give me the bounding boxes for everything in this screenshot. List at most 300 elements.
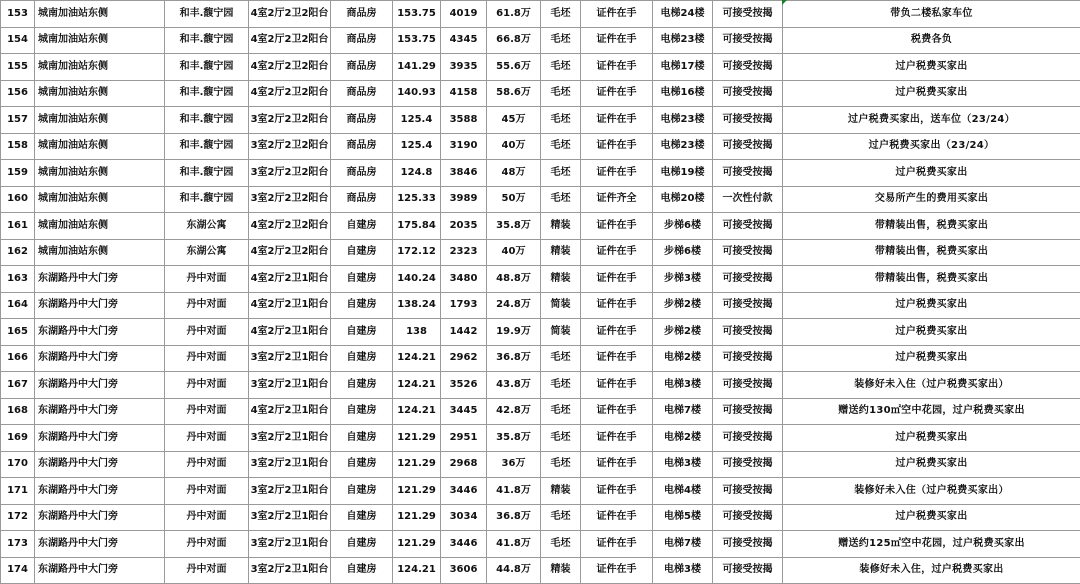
- certificate-cell[interactable]: 证件在手: [581, 1, 653, 28]
- table-row: [1, 186, 1080, 213]
- size-cell[interactable]: 124.21: [393, 372, 441, 399]
- property-type-cell[interactable]: 商品房: [331, 27, 393, 54]
- note-cell[interactable]: 交易所产生的费用买家出: [783, 186, 1080, 213]
- layout-cell[interactable]: 3室2厅2卫1阳台: [249, 504, 331, 531]
- layout-cell[interactable]: 3室2厅2卫1阳台: [249, 478, 331, 505]
- payment-cell[interactable]: 可接受按揭: [713, 345, 783, 372]
- certificate-cell[interactable]: 证件在手: [581, 478, 653, 505]
- floor-cell[interactable]: 电梯4楼: [653, 478, 713, 505]
- note-cell[interactable]: 税费各负: [783, 27, 1080, 54]
- payment-cell[interactable]: 可接受按揭: [713, 107, 783, 134]
- property-type-cell[interactable]: 商品房: [331, 160, 393, 187]
- total-price-cell[interactable]: 40万: [487, 133, 541, 160]
- complex-cell[interactable]: 和丰.馥宁园: [165, 160, 249, 187]
- payment-cell[interactable]: 可接受按揭: [713, 213, 783, 240]
- area-cell[interactable]: 城南加油站东侧: [35, 107, 165, 134]
- total-price-cell[interactable]: 35.8万: [487, 425, 541, 452]
- decoration-cell[interactable]: 毛坯: [541, 186, 581, 213]
- floor-cell[interactable]: 步梯6楼: [653, 213, 713, 240]
- floor-cell[interactable]: 电梯3楼: [653, 372, 713, 399]
- area-cell[interactable]: 城南加油站东侧: [35, 213, 165, 240]
- size-cell[interactable]: 124.21: [393, 345, 441, 372]
- layout-cell[interactable]: 4室2厅2卫2阳台: [249, 27, 331, 54]
- decoration-cell[interactable]: 毛坯: [541, 107, 581, 134]
- decoration-cell[interactable]: 毛坯: [541, 1, 581, 28]
- layout-cell[interactable]: 3室2厅2卫2阳台: [249, 133, 331, 160]
- size-cell[interactable]: 141.29: [393, 54, 441, 81]
- table-row: [1, 478, 1080, 505]
- layout-cell[interactable]: 4室2厅2卫2阳台: [249, 54, 331, 81]
- table-row: [1, 107, 1080, 134]
- certificate-cell[interactable]: 证件在手: [581, 425, 653, 452]
- area-cell[interactable]: 城南加油站东侧: [35, 160, 165, 187]
- decoration-cell[interactable]: 毛坯: [541, 27, 581, 54]
- size-cell[interactable]: 121.29: [393, 451, 441, 478]
- decoration-cell[interactable]: 简装: [541, 319, 581, 346]
- size-cell[interactable]: 175.84: [393, 213, 441, 240]
- certificate-cell[interactable]: 证件在手: [581, 213, 653, 240]
- table-row: [1, 319, 1080, 346]
- size-cell[interactable]: 153.75: [393, 27, 441, 54]
- property-type-cell[interactable]: 自建房: [331, 451, 393, 478]
- layout-cell[interactable]: 3室2厅2卫1阳台: [249, 372, 331, 399]
- note-cell[interactable]: 过户税费买家出（23/24）: [783, 133, 1080, 160]
- total-price-cell[interactable]: 48万: [487, 160, 541, 187]
- table-row: [1, 239, 1080, 266]
- row-number-cell[interactable]: 157: [1, 107, 35, 134]
- decoration-cell[interactable]: 毛坯: [541, 372, 581, 399]
- property-type-cell[interactable]: 自建房: [331, 372, 393, 399]
- decoration-cell[interactable]: 精装: [541, 557, 581, 584]
- note-cell[interactable]: 带精装出售，税费买家出: [783, 239, 1080, 266]
- decoration-cell[interactable]: 精装: [541, 478, 581, 505]
- complex-cell[interactable]: 丹中对面: [165, 372, 249, 399]
- certificate-cell[interactable]: 证件在手: [581, 266, 653, 293]
- row-number-cell[interactable]: 163: [1, 266, 35, 293]
- unit-price-cell[interactable]: 4345: [441, 27, 487, 54]
- payment-cell[interactable]: 可接受按揭: [713, 133, 783, 160]
- certificate-cell[interactable]: 证件在手: [581, 239, 653, 266]
- size-cell[interactable]: 121.29: [393, 531, 441, 558]
- area-cell[interactable]: 东湖路丹中大门旁: [35, 372, 165, 399]
- complex-cell[interactable]: 和丰.馥宁园: [165, 54, 249, 81]
- row-number-cell[interactable]: 161: [1, 213, 35, 240]
- certificate-cell[interactable]: 证件在手: [581, 107, 653, 134]
- row-number-cell[interactable]: 172: [1, 504, 35, 531]
- note-cell[interactable]: 过户税费买家出: [783, 80, 1080, 107]
- row-number-cell[interactable]: 162: [1, 239, 35, 266]
- certificate-cell[interactable]: 证件在手: [581, 80, 653, 107]
- area-cell[interactable]: 东湖路丹中大门旁: [35, 451, 165, 478]
- layout-cell[interactable]: 4室2厅2卫1阳台: [249, 292, 331, 319]
- layout-cell[interactable]: 3室2厅2卫2阳台: [249, 186, 331, 213]
- complex-cell[interactable]: 丹中对面: [165, 292, 249, 319]
- table-row: [1, 451, 1080, 478]
- total-price-cell[interactable]: 35.8万: [487, 213, 541, 240]
- unit-price-cell[interactable]: 4158: [441, 80, 487, 107]
- floor-cell[interactable]: 电梯17楼: [653, 54, 713, 81]
- total-price-cell[interactable]: 58.6万: [487, 80, 541, 107]
- certificate-cell[interactable]: 证件在手: [581, 345, 653, 372]
- property-type-cell[interactable]: 商品房: [331, 186, 393, 213]
- size-cell[interactable]: 153.75: [393, 1, 441, 28]
- payment-cell[interactable]: 可接受按揭: [713, 425, 783, 452]
- property-type-cell[interactable]: 自建房: [331, 239, 393, 266]
- certificate-cell[interactable]: 证件在手: [581, 160, 653, 187]
- row-number-cell[interactable]: 174: [1, 557, 35, 584]
- layout-cell[interactable]: 3室2厅2卫1阳台: [249, 531, 331, 558]
- layout-cell[interactable]: 4室2厅2卫1阳台: [249, 398, 331, 425]
- complex-cell[interactable]: 丹中对面: [165, 557, 249, 584]
- area-cell[interactable]: 东湖路丹中大门旁: [35, 345, 165, 372]
- unit-price-cell[interactable]: 3190: [441, 133, 487, 160]
- area-cell[interactable]: 东湖路丹中大门旁: [35, 425, 165, 452]
- complex-cell[interactable]: 和丰.馥宁园: [165, 133, 249, 160]
- decoration-cell[interactable]: 毛坯: [541, 425, 581, 452]
- unit-price-cell[interactable]: 3446: [441, 531, 487, 558]
- layout-cell[interactable]: 4室2厅2卫1阳台: [249, 266, 331, 293]
- payment-cell[interactable]: 可接受按揭: [713, 557, 783, 584]
- row-number-cell[interactable]: 170: [1, 451, 35, 478]
- total-price-cell[interactable]: 55.6万: [487, 54, 541, 81]
- payment-cell[interactable]: 可接受按揭: [713, 504, 783, 531]
- decoration-cell[interactable]: 精装: [541, 213, 581, 240]
- payment-cell[interactable]: 可接受按揭: [713, 80, 783, 107]
- row-number-cell[interactable]: 156: [1, 80, 35, 107]
- area-cell[interactable]: 东湖路丹中大门旁: [35, 557, 165, 584]
- note-cell[interactable]: 过户税费买家出: [783, 345, 1080, 372]
- floor-cell[interactable]: 电梯7楼: [653, 398, 713, 425]
- size-cell[interactable]: 124.21: [393, 557, 441, 584]
- unit-price-cell[interactable]: 3480: [441, 266, 487, 293]
- decoration-cell[interactable]: 毛坯: [541, 451, 581, 478]
- table-row: [1, 133, 1080, 160]
- property-type-cell[interactable]: 自建房: [331, 345, 393, 372]
- decoration-cell[interactable]: 毛坯: [541, 160, 581, 187]
- complex-cell[interactable]: 丹中对面: [165, 345, 249, 372]
- note-cell[interactable]: 带负二楼私家车位: [783, 1, 1080, 28]
- complex-cell[interactable]: 丹中对面: [165, 319, 249, 346]
- note-cell[interactable]: 赠送约125㎡空中花园，过户税费买家出: [783, 531, 1080, 558]
- area-cell[interactable]: 城南加油站东侧: [35, 80, 165, 107]
- row-number-cell[interactable]: 167: [1, 372, 35, 399]
- certificate-cell[interactable]: 证件在手: [581, 504, 653, 531]
- decoration-cell[interactable]: 毛坯: [541, 133, 581, 160]
- property-type-cell[interactable]: 自建房: [331, 292, 393, 319]
- total-price-cell[interactable]: 36.8万: [487, 345, 541, 372]
- table-row: [1, 372, 1080, 399]
- certificate-cell[interactable]: 证件齐全: [581, 186, 653, 213]
- note-cell[interactable]: 带精装出售，税费买家出: [783, 266, 1080, 293]
- decoration-cell[interactable]: 精装: [541, 239, 581, 266]
- payment-cell[interactable]: 可接受按揭: [713, 372, 783, 399]
- area-cell[interactable]: 东湖路丹中大门旁: [35, 319, 165, 346]
- size-cell[interactable]: 124.8: [393, 160, 441, 187]
- unit-price-cell[interactable]: 3446: [441, 478, 487, 505]
- floor-cell[interactable]: 电梯23楼: [653, 27, 713, 54]
- payment-cell[interactable]: 可接受按揭: [713, 266, 783, 293]
- size-cell[interactable]: 140.93: [393, 80, 441, 107]
- unit-price-cell[interactable]: 3846: [441, 160, 487, 187]
- row-number-cell[interactable]: 165: [1, 319, 35, 346]
- unit-price-cell[interactable]: 1793: [441, 292, 487, 319]
- complex-cell[interactable]: 和丰.馥宁园: [165, 1, 249, 28]
- unit-price-cell[interactable]: 3606: [441, 557, 487, 584]
- layout-cell[interactable]: 4室2厅2卫2阳台: [249, 213, 331, 240]
- complex-cell[interactable]: 和丰.馥宁园: [165, 186, 249, 213]
- size-cell[interactable]: 121.29: [393, 504, 441, 531]
- payment-cell[interactable]: 可接受按揭: [713, 160, 783, 187]
- note-cell[interactable]: 装修好未入住，过户税费买家出: [783, 557, 1080, 584]
- property-type-cell[interactable]: 自建房: [331, 425, 393, 452]
- complex-cell[interactable]: 和丰.馥宁园: [165, 27, 249, 54]
- property-type-cell[interactable]: 自建房: [331, 531, 393, 558]
- floor-cell[interactable]: 步梯2楼: [653, 319, 713, 346]
- table-row: [1, 54, 1080, 81]
- size-cell[interactable]: 138.24: [393, 292, 441, 319]
- total-price-cell[interactable]: 36万: [487, 451, 541, 478]
- unit-price-cell[interactable]: 2323: [441, 239, 487, 266]
- floor-cell[interactable]: 电梯19楼: [653, 160, 713, 187]
- area-cell[interactable]: 东湖路丹中大门旁: [35, 266, 165, 293]
- certificate-cell[interactable]: 证件在手: [581, 451, 653, 478]
- size-cell[interactable]: 172.12: [393, 239, 441, 266]
- property-type-cell[interactable]: 自建房: [331, 398, 393, 425]
- unit-price-cell[interactable]: 3588: [441, 107, 487, 134]
- unit-price-cell[interactable]: 3034: [441, 504, 487, 531]
- property-type-cell[interactable]: 自建房: [331, 504, 393, 531]
- layout-cell[interactable]: 4室2厅2卫2阳台: [249, 80, 331, 107]
- complex-cell[interactable]: 丹中对面: [165, 425, 249, 452]
- floor-cell[interactable]: 步梯3楼: [653, 266, 713, 293]
- payment-cell[interactable]: 可接受按揭: [713, 239, 783, 266]
- decoration-cell[interactable]: 毛坯: [541, 504, 581, 531]
- payment-cell[interactable]: 可接受按揭: [713, 478, 783, 505]
- row-number-cell[interactable]: 173: [1, 531, 35, 558]
- table-body: [1, 1, 1080, 584]
- area-cell[interactable]: 城南加油站东侧: [35, 54, 165, 81]
- property-type-cell[interactable]: 商品房: [331, 107, 393, 134]
- unit-price-cell[interactable]: 2951: [441, 425, 487, 452]
- complex-cell[interactable]: 丹中对面: [165, 504, 249, 531]
- complex-cell[interactable]: 和丰.馥宁园: [165, 80, 249, 107]
- total-price-cell[interactable]: 24.8万: [487, 292, 541, 319]
- layout-cell[interactable]: 4室2厅2卫2阳台: [249, 1, 331, 28]
- row-number-cell[interactable]: 164: [1, 292, 35, 319]
- unit-price-cell[interactable]: 3935: [441, 54, 487, 81]
- row-number-cell[interactable]: 166: [1, 345, 35, 372]
- row-number-cell[interactable]: 154: [1, 27, 35, 54]
- property-type-cell[interactable]: 商品房: [331, 54, 393, 81]
- area-cell[interactable]: 城南加油站东侧: [35, 133, 165, 160]
- area-cell[interactable]: 东湖路丹中大门旁: [35, 504, 165, 531]
- property-type-cell[interactable]: 商品房: [331, 80, 393, 107]
- payment-cell[interactable]: 可接受按揭: [713, 27, 783, 54]
- certificate-cell[interactable]: 证件在手: [581, 398, 653, 425]
- area-cell[interactable]: 城南加油站东侧: [35, 239, 165, 266]
- total-price-cell[interactable]: 19.9万: [487, 319, 541, 346]
- row-number-cell[interactable]: 155: [1, 54, 35, 81]
- floor-cell[interactable]: 步梯6楼: [653, 239, 713, 266]
- complex-cell[interactable]: 丹中对面: [165, 451, 249, 478]
- layout-cell[interactable]: 3室2厅2卫2阳台: [249, 160, 331, 187]
- floor-cell[interactable]: 电梯23楼: [653, 133, 713, 160]
- certificate-cell[interactable]: 证件在手: [581, 531, 653, 558]
- size-cell[interactable]: 125.33: [393, 186, 441, 213]
- table-row: [1, 292, 1080, 319]
- size-cell[interactable]: 121.29: [393, 478, 441, 505]
- certificate-cell[interactable]: 证件在手: [581, 557, 653, 584]
- property-type-cell[interactable]: 自建房: [331, 319, 393, 346]
- area-cell[interactable]: 东湖路丹中大门旁: [35, 292, 165, 319]
- decoration-cell[interactable]: 简装: [541, 292, 581, 319]
- total-price-cell[interactable]: 45万: [487, 107, 541, 134]
- property-type-cell[interactable]: 自建房: [331, 478, 393, 505]
- property-type-cell[interactable]: 自建房: [331, 557, 393, 584]
- area-cell[interactable]: 城南加油站东侧: [35, 27, 165, 54]
- note-cell[interactable]: 过户税费买家出: [783, 54, 1080, 81]
- property-type-cell[interactable]: 自建房: [331, 266, 393, 293]
- row-number-cell[interactable]: 171: [1, 478, 35, 505]
- row-number-cell[interactable]: 153: [1, 1, 35, 28]
- payment-cell[interactable]: 可接受按揭: [713, 398, 783, 425]
- payment-cell[interactable]: 可接受按揭: [713, 54, 783, 81]
- note-cell[interactable]: 赠送约130㎡空中花园，过户税费买家出: [783, 398, 1080, 425]
- row-number-cell[interactable]: 158: [1, 133, 35, 160]
- layout-cell[interactable]: 3室2厅2卫1阳台: [249, 451, 331, 478]
- floor-cell[interactable]: 电梯2楼: [653, 345, 713, 372]
- total-price-cell[interactable]: 41.8万: [487, 478, 541, 505]
- floor-cell[interactable]: 电梯23楼: [653, 107, 713, 134]
- size-cell[interactable]: 140.24: [393, 266, 441, 293]
- size-cell[interactable]: 125.4: [393, 107, 441, 134]
- property-type-cell[interactable]: 自建房: [331, 213, 393, 240]
- decoration-cell[interactable]: 毛坯: [541, 398, 581, 425]
- table-row: [1, 398, 1080, 425]
- certificate-cell[interactable]: 证件在手: [581, 133, 653, 160]
- complex-cell[interactable]: 和丰.馥宁园: [165, 107, 249, 134]
- complex-cell[interactable]: 东湖公寓: [165, 213, 249, 240]
- floor-cell[interactable]: 步梯2楼: [653, 292, 713, 319]
- size-cell[interactable]: 124.21: [393, 398, 441, 425]
- total-price-cell[interactable]: 36.8万: [487, 504, 541, 531]
- layout-cell[interactable]: 4室2厅2卫2阳台: [249, 239, 331, 266]
- decoration-cell[interactable]: 精装: [541, 266, 581, 293]
- floor-cell[interactable]: 电梯24楼: [653, 1, 713, 28]
- unit-price-cell[interactable]: 1442: [441, 319, 487, 346]
- unit-price-cell[interactable]: 4019: [441, 1, 487, 28]
- total-price-cell[interactable]: 43.8万: [487, 372, 541, 399]
- payment-cell[interactable]: 可接受按揭: [713, 292, 783, 319]
- payment-cell[interactable]: 可接受按揭: [713, 319, 783, 346]
- note-cell[interactable]: 过户税费买家出: [783, 319, 1080, 346]
- row-number-cell[interactable]: 159: [1, 160, 35, 187]
- certificate-cell[interactable]: 证件在手: [581, 27, 653, 54]
- complex-cell[interactable]: 丹中对面: [165, 398, 249, 425]
- unit-price-cell[interactable]: 3526: [441, 372, 487, 399]
- payment-cell[interactable]: 一次性付款: [713, 186, 783, 213]
- total-price-cell[interactable]: 40万: [487, 239, 541, 266]
- area-cell[interactable]: 城南加油站东侧: [35, 186, 165, 213]
- payment-cell[interactable]: 可接受按揭: [713, 531, 783, 558]
- complex-cell[interactable]: 东湖公寓: [165, 239, 249, 266]
- note-cell[interactable]: 装修好未入住（过户税费买家出）: [783, 478, 1080, 505]
- note-cell[interactable]: 过户税费买家出: [783, 425, 1080, 452]
- total-price-cell[interactable]: 66.8万: [487, 27, 541, 54]
- note-cell[interactable]: 过户税费买家出: [783, 160, 1080, 187]
- size-cell[interactable]: 125.4: [393, 133, 441, 160]
- row-number-cell[interactable]: 160: [1, 186, 35, 213]
- floor-cell[interactable]: 电梯2楼: [653, 425, 713, 452]
- floor-cell[interactable]: 电梯7楼: [653, 531, 713, 558]
- layout-cell[interactable]: 3室2厅2卫1阳台: [249, 557, 331, 584]
- unit-price-cell[interactable]: 3445: [441, 398, 487, 425]
- property-type-cell[interactable]: 商品房: [331, 133, 393, 160]
- layout-cell[interactable]: 3室2厅2卫2阳台: [249, 107, 331, 134]
- row-number-cell[interactable]: 168: [1, 398, 35, 425]
- unit-price-cell[interactable]: 2035: [441, 213, 487, 240]
- total-price-cell[interactable]: 42.8万: [487, 398, 541, 425]
- note-cell[interactable]: 过户税费买家出: [783, 451, 1080, 478]
- size-cell[interactable]: 138: [393, 319, 441, 346]
- decoration-cell[interactable]: 毛坯: [541, 345, 581, 372]
- complex-cell[interactable]: 丹中对面: [165, 266, 249, 293]
- note-cell[interactable]: 带精装出售，税费买家出: [783, 213, 1080, 240]
- total-price-cell[interactable]: 44.8万: [487, 557, 541, 584]
- area-cell[interactable]: 东湖路丹中大门旁: [35, 478, 165, 505]
- property-type-cell[interactable]: 商品房: [331, 1, 393, 28]
- unit-price-cell[interactable]: 2962: [441, 345, 487, 372]
- area-cell[interactable]: 东湖路丹中大门旁: [35, 531, 165, 558]
- note-cell[interactable]: 过户税费买家出: [783, 292, 1080, 319]
- total-price-cell[interactable]: 48.8万: [487, 266, 541, 293]
- note-cell[interactable]: 过户税费买家出: [783, 504, 1080, 531]
- size-cell[interactable]: 121.29: [393, 425, 441, 452]
- decoration-cell[interactable]: 毛坯: [541, 80, 581, 107]
- total-price-cell[interactable]: 41.8万: [487, 531, 541, 558]
- decoration-cell[interactable]: 毛坯: [541, 54, 581, 81]
- floor-cell[interactable]: 电梯16楼: [653, 80, 713, 107]
- payment-cell[interactable]: 可接受按揭: [713, 451, 783, 478]
- floor-cell[interactable]: 电梯3楼: [653, 451, 713, 478]
- note-cell[interactable]: 过户税费买家出，送车位（23/24）: [783, 107, 1080, 134]
- row-number-cell[interactable]: 169: [1, 425, 35, 452]
- layout-cell[interactable]: 3室2厅2卫1阳台: [249, 345, 331, 372]
- table-row: [1, 213, 1080, 240]
- layout-cell[interactable]: 4室2厅2卫1阳台: [249, 319, 331, 346]
- total-price-cell[interactable]: 50万: [487, 186, 541, 213]
- certificate-cell[interactable]: 证件在手: [581, 319, 653, 346]
- unit-price-cell[interactable]: 3989: [441, 186, 487, 213]
- complex-cell[interactable]: 丹中对面: [165, 531, 249, 558]
- unit-price-cell[interactable]: 2968: [441, 451, 487, 478]
- table-row: [1, 531, 1080, 558]
- complex-cell[interactable]: 丹中对面: [165, 478, 249, 505]
- area-cell[interactable]: 城南加油站东侧: [35, 1, 165, 28]
- layout-cell[interactable]: 3室2厅2卫1阳台: [249, 425, 331, 452]
- note-cell[interactable]: 装修好未入住（过户税费买家出）: [783, 372, 1080, 399]
- certificate-cell[interactable]: 证件在手: [581, 292, 653, 319]
- floor-cell[interactable]: 电梯5楼: [653, 504, 713, 531]
- certificate-cell[interactable]: 证件在手: [581, 54, 653, 81]
- payment-cell[interactable]: 可接受按揭: [713, 1, 783, 28]
- floor-cell[interactable]: 电梯3楼: [653, 557, 713, 584]
- area-cell[interactable]: 东湖路丹中大门旁: [35, 398, 165, 425]
- total-price-cell[interactable]: 61.8万: [487, 1, 541, 28]
- decoration-cell[interactable]: 毛坯: [541, 531, 581, 558]
- certificate-cell[interactable]: 证件在手: [581, 372, 653, 399]
- floor-cell[interactable]: 电梯20楼: [653, 186, 713, 213]
